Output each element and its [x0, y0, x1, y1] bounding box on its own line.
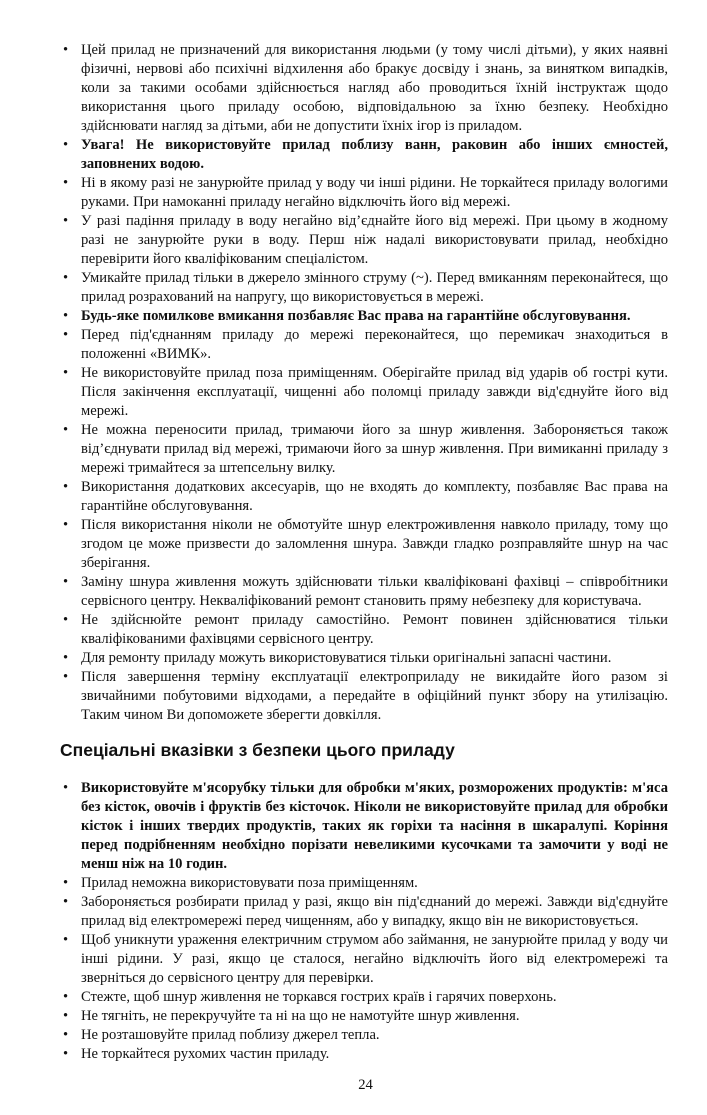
bullet-icon: •	[63, 175, 69, 191]
bullet-icon: •	[63, 650, 69, 666]
list-item-text: Увага! Не використовуйте прилад поблизу ванн, раковин або інших ємностей, заповнених водою.	[81, 137, 668, 172]
list-item-text: Використовуйте м'ясорубку тільки для обробки м'яких, розморожених продуктів: м'яса без кісток, овочів і фруктів без кісточок. Ніколи не використовуйте прилад для обробки кісток і інших твердих продуктів, таких як горіхи та насіння в шкаралупі. Коріння перед подрібненням необхідно порізати невеликими кусочками та замочити у воді не менш ніж на 10 годин.	[81, 780, 668, 872]
bullet-icon: •	[63, 479, 69, 495]
list-item	[63, 988, 668, 1007]
list-item-text: Будь-яке помилкове вмикання позбавляє Вас права на гарантійне обслуговування.	[81, 308, 631, 324]
list-item	[63, 478, 668, 516]
list-item	[63, 41, 668, 136]
list-item	[63, 212, 668, 269]
bullet-icon: •	[63, 365, 69, 381]
list-item-text: Не тягніть, не перекручуйте та ні на що не намотуйте шнур живлення.	[81, 1008, 520, 1024]
bullet-icon: •	[63, 422, 69, 438]
list-item-text: Не здійснюйте ремонт приладу самостійно. Ремонт повинен здійснюватися тільки кваліфікованими фахівцями сервісного центру.	[81, 612, 668, 647]
bullet-icon: •	[63, 1027, 69, 1043]
list-item-text: Щоб уникнути ураження електричним струмом або займання, не занурюйте прилад у воду чи інші рідини. У разі, якщо це сталося, негайно відключіть його від електромережі та зверніться до сервісного центру для перевірки.	[81, 932, 668, 986]
bullet-icon: •	[63, 327, 69, 343]
list-item	[63, 421, 668, 478]
page-number: 24	[358, 1077, 373, 1093]
bullet-icon: •	[63, 137, 69, 153]
bullet-icon: •	[63, 875, 69, 891]
list-item-text: Після використання ніколи не обмотуйте шнур електроживлення навколо приладу, тому що згодом це може призвести до заломлення шнура. Завжди гладко розправляйте шнур на час зберігання.	[81, 517, 668, 571]
list-item-text: Для ремонту приладу можуть використовуватися тільки оригінальні запасні частини.	[81, 650, 612, 666]
list-item	[63, 364, 668, 421]
bullet-icon: •	[63, 932, 69, 948]
bullet-icon: •	[63, 308, 69, 324]
list-item	[63, 1045, 668, 1064]
list-item	[63, 307, 668, 326]
bullet-icon: •	[63, 669, 69, 685]
list-item-text: Цей прилад не призначений для використання людьми (у тому числі дітьми), у яких наявні фізичні, нервові або психічні відхилення або бракує досвіду і знань, за винятком випадків, коли за такими особами здійснюється нагляд або проводиться їхній інструктаж щодо використання цього приладу особою, відповідальною за їхню безпеку. Необхідно здійснювати нагляд за дітьми, аби не допустити їхніх ігор із приладом.	[81, 42, 668, 134]
list-item	[63, 931, 668, 988]
bullet-icon: •	[63, 780, 69, 796]
bullet-icon: •	[63, 213, 69, 229]
list-item	[63, 1026, 668, 1045]
bullet-icon: •	[63, 270, 69, 286]
list-item	[63, 668, 668, 725]
list-item	[63, 573, 668, 611]
bullet-icon: •	[63, 894, 69, 910]
list-item	[63, 326, 668, 364]
bullet-icon: •	[63, 42, 69, 58]
list-item-text: Використання додаткових аксесуарів, що не входять до комплекту, позбавляє Вас права на гарантійне обслуговування.	[81, 479, 668, 514]
list-item-text: Забороняється розбирати прилад у разі, якщо він під'єднаний до мережі. Завжди від'єднуйте прилад від електромережі перед чищенням, або у випадку, якщо він не використовується.	[81, 894, 668, 929]
list-item-text: Стежте, щоб шнур живлення не торкався гострих країв і гарячих поверхонь.	[81, 989, 557, 1005]
bullet-icon: •	[63, 574, 69, 590]
list-item	[63, 611, 668, 649]
bullet-icon: •	[63, 1046, 69, 1062]
list-item	[63, 516, 668, 573]
list-item-text: Після завершення терміну експлуатації електроприладу не викидайте його разом зі звичайними побутовими відходами, а передайте в офіційний пункт збору на утилізацію. Таким чином Ви допоможете зберегти довкілля.	[81, 669, 668, 723]
safety-list-special	[63, 779, 668, 1064]
list-item-text: Не розташовуйте прилад поблизу джерел тепла.	[81, 1027, 380, 1043]
list-item	[63, 874, 668, 893]
bullet-icon: •	[63, 612, 69, 628]
list-item-text: Ні в якому разі не занурюйте прилад у воду чи інші рідини. Не торкайтеся приладу вологими руками. При намоканні приладу негайно відключіть його від мережі.	[81, 175, 668, 210]
list-item-text: У разі падіння приладу в воду негайно від’єднайте його від мережі. При цьому в жодному разі не занурюйте руки в воду. Перш ніж надалі використовувати прилад, необхідно перевірити його кваліфікованим спеціалістом.	[81, 213, 668, 267]
list-item-text: Прилад неможна використовувати поза приміщенням.	[81, 875, 418, 891]
list-item-text: Перед під'єднанням приладу до мережі переконайтеся, що перемикач знаходиться в положенні «ВИМК».	[81, 327, 668, 362]
list-item-text: Не використовуйте прилад поза приміщенням. Оберігайте прилад від ударів об гострі кути. Після закінчення експлуатації, чищенні або поломці приладу завжди від'єднуйте його від мережі.	[81, 365, 668, 419]
bullet-icon: •	[63, 989, 69, 1005]
list-item	[63, 779, 668, 874]
list-item-text: Не торкайтеся рухомих частин приладу.	[81, 1046, 330, 1062]
list-item	[63, 174, 668, 212]
list-item-text: Не можна переносити прилад, тримаючи його за шнур живлення. Забороняється також від’єднувати прилад від мережі, тримаючи його за шнур живлення. При вимиканні приладу з мережі тримайтеся за штепсельну вилку.	[81, 422, 668, 476]
list-item	[63, 1007, 668, 1026]
list-item	[63, 269, 668, 307]
list-item	[63, 136, 668, 174]
section-heading: Спеціальні вказівки з безпеки цього приладу	[60, 740, 455, 760]
list-item-text: Заміну шнура живлення можуть здійснювати тільки кваліфіковані фахівці – співробітники сервісного центру. Некваліфікований ремонт становить пряму небезпеку для користувача.	[81, 574, 668, 609]
safety-list-general	[63, 41, 668, 725]
list-item	[63, 649, 668, 668]
list-item-text: Умикайте прилад тільки в джерело змінного струму (~). Перед вмиканням переконайтеся, що прилад розрахований на напругу, що використовується в мережі.	[81, 270, 668, 305]
bullet-icon: •	[63, 1008, 69, 1024]
bullet-icon: •	[63, 517, 69, 533]
list-item	[63, 893, 668, 931]
